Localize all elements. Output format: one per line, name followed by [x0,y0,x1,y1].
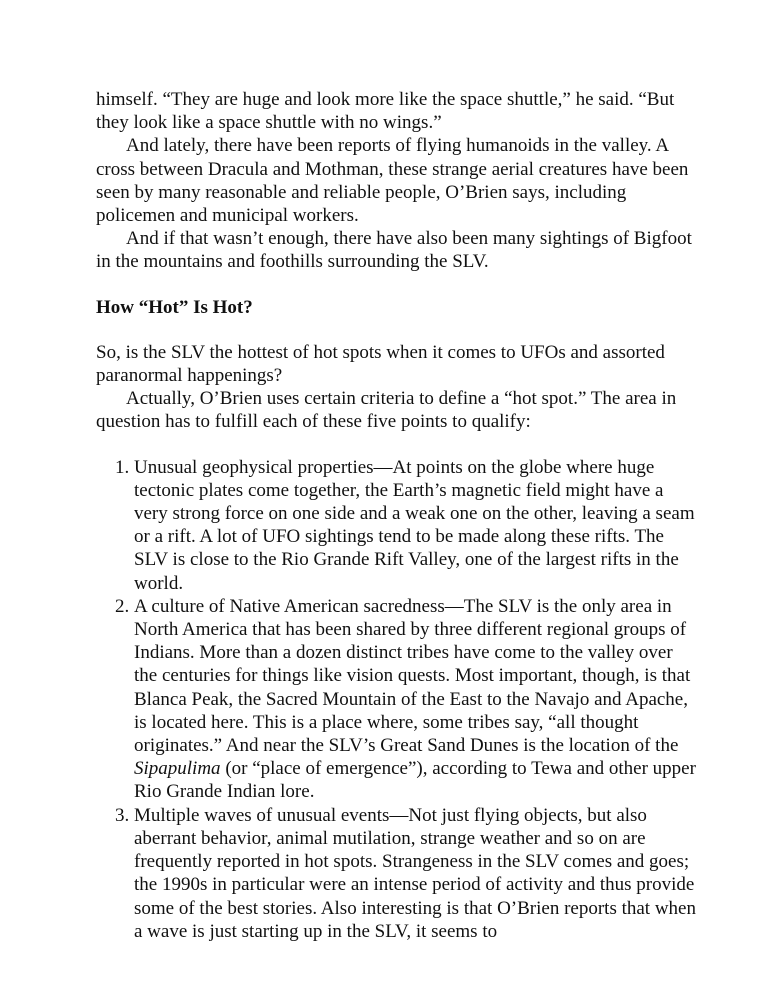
list-item [134,595,696,804]
paragraph-continuation: himself. “They are huge and look more like the space shuttle,” he said. “But they look like a space shuttle with no wings.” [96,89,675,134]
italic-term-sipapulima: Sipapulima [134,758,221,780]
body-text [96,88,696,943]
list-item-text-end: (or “place of emergence”), according to Tewa and other upper Rio Grande Indian lore. [134,758,696,803]
paragraph-criteria: Actually, O’Brien uses certain criteria to define a “hot spot.” The area in question has to fulfill each of these five points to qualify: [96,388,677,433]
criteria-list [96,456,696,943]
paragraph-bigfoot: And if that wasn’t enough, there have also been many sightings of Bigfoot in the mountains and foothills surrounding the SLV. [96,228,692,273]
list-item [134,804,696,943]
section-heading: How “Hot” Is Hot? [96,296,253,318]
list-item-text: Unusual geophysical properties—At points on the globe where huge tectonic plates come together, the Earth’s magnetic field might have a very strong force on one side and a weak one on the other, leaving a seam or a rift. A lot of UFO sightings tend to be made along these rifts. The SLV is close to the Rio Grande Rift Valley, one of the largest rifts in the world. [134,456,695,594]
paragraph-flying-humanoids: And lately, there have been reports of flying humanoids in the valley. A cross between Dracula and Mothman, these strange aerial creatures have been seen by many reasonable and reliable people, O’Brien says, including policemen and municipal workers. [96,135,689,227]
paragraph-hottest-spot: So, is the SLV the hottest of hot spots when it comes to UFOs and assorted paranormal happenings? [96,341,665,387]
list-item-text-start: A culture of Native American sacredness—The SLV is the only area in North America that has been shared by three different regional groups of Indians. More than a dozen distinct tribes have come to the valley over the centuries for things like vision quests. Most important, though, is that Blanca Peak, the Sacred Mountain of the East to the Navajo and Apache, is located here. This is a place where, some tribes say, “all thought originates.” And near the SLV’s Great Sand Dunes is the location of the [134,595,691,757]
list-item [134,456,696,595]
list-item-text: Multiple waves of unusual events—Not just flying objects, but also aberrant behavior, animal mutilation, strange weather and so on are frequently reported in hot spots. Strangeness in the SLV comes and goes; the 1990s in particular were an intense period of activity and thus provide some of the best stories. Also interesting is that O’Brien reports that when a wave is just starting up in the SLV, it seems to [134,804,696,942]
